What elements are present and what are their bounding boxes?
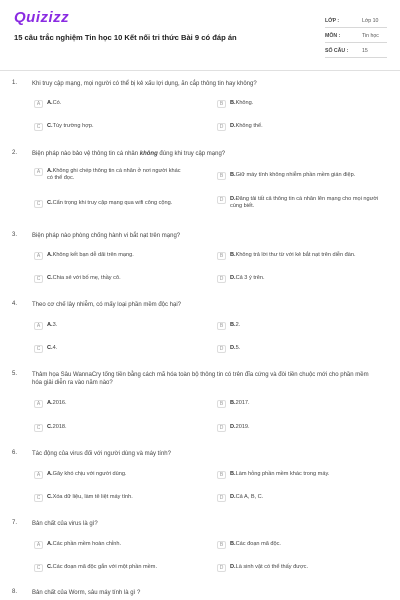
option-badge: B: [217, 252, 226, 260]
option-letter: A.: [47, 400, 53, 406]
option-letter: C.: [47, 564, 53, 570]
option-text: Không kết bạn dễ dãi trên mạng.: [52, 252, 134, 258]
option-badge: C: [34, 424, 43, 432]
option-badge: C: [34, 494, 43, 502]
option-b[interactable]: [217, 400, 370, 408]
emphasis-text: không: [139, 151, 158, 157]
option-badge: C: [34, 275, 43, 283]
option-badge: B: [217, 541, 226, 549]
option-c[interactable]: [34, 123, 187, 131]
option-badge: A: [34, 100, 43, 108]
document-title: 15 câu trắc nghiệm Tin học 10 Kết nối tri thức Bài 9 có đáp án: [14, 33, 237, 42]
question-text: Theo cơ chế lây nhiễm, có mấy loại phần mềm độc hại?: [32, 302, 182, 308]
option-badge: B: [217, 322, 226, 330]
option-c[interactable]: [34, 494, 187, 502]
option-badge: C: [34, 564, 43, 572]
option-badge: B: [217, 400, 226, 408]
option-text: 2017.: [235, 400, 250, 406]
option-badge: C: [34, 123, 43, 131]
option-a[interactable]: [34, 471, 187, 479]
option-letter: B.: [230, 471, 236, 477]
quizizz-logo: Quizizz: [14, 9, 70, 26]
option-badge: D: [217, 424, 226, 432]
option-text: Các đoạn mã độc.: [235, 541, 281, 547]
option-letter: C.: [47, 275, 53, 281]
option-text: Các đoạn mã độc gắn với một phần mềm.: [52, 564, 158, 570]
question-text: Khi truy cập mạng, mọi người có thể bị kẻ xấu lợi dụng, ăn cắp thông tin hay không?: [32, 81, 257, 87]
option-d[interactable]: [217, 424, 370, 432]
option-text: Cẩn trọng khi truy cập mạng qua wifi công cộng.: [52, 200, 173, 206]
option-a[interactable]: [34, 252, 187, 260]
option-c[interactable]: [34, 345, 187, 353]
option-b[interactable]: [217, 541, 370, 549]
option-text: Cả 3 ý trên.: [235, 275, 265, 281]
option-text: 2016.: [52, 400, 67, 406]
count-label: SỐ CÂU :: [325, 48, 349, 54]
option-text: Không.: [235, 100, 254, 106]
question-text: Tác động của virus đối với người dùng và máy tính?: [32, 451, 171, 457]
option-b[interactable]: [217, 471, 395, 479]
option-badge: C: [34, 345, 43, 353]
question-text: Bản chất của Worm, sâu máy tính là gì ?: [32, 590, 141, 596]
option-letter: D.: [230, 275, 236, 281]
option-badge: C: [34, 200, 43, 208]
option-badge: A: [34, 541, 43, 549]
option-letter: B.: [230, 541, 236, 547]
option-text: Tùy trường hợp.: [52, 123, 94, 129]
option-text: Các phần mềm hoàn chỉnh.: [52, 541, 122, 547]
option-badge: D: [217, 123, 226, 131]
option-c[interactable]: [34, 275, 187, 283]
option-badge: A: [34, 322, 43, 330]
meta-divider: [325, 27, 387, 28]
option-c[interactable]: [34, 424, 187, 432]
option-text: Là sinh vật có thể thấy được.: [235, 564, 308, 570]
option-letter: D.: [230, 494, 236, 500]
option-letter: D.: [230, 123, 236, 129]
option-text: Không ghi chép thông tin cá nhân ở nơi người khác có thể đọc.: [47, 168, 181, 181]
option-letter: D.: [230, 345, 236, 351]
option-text: Xóa dữ liệu, làm tê liệt máy tính.: [52, 494, 133, 500]
option-letter: B.: [230, 172, 236, 178]
question-number: 4.: [12, 301, 18, 307]
option-text: 3.: [52, 322, 58, 328]
option-letter: B.: [230, 252, 236, 258]
option-letter: A.: [47, 168, 53, 174]
option-text: Làm hỏng phần mềm khác trong máy.: [235, 471, 330, 477]
option-badge: D: [217, 345, 226, 353]
question-text: Thảm họa Sâu WannaCry tống tiền bằng cách mã hóa toàn bộ thông tin có trên đĩa cứng và đòi tiền chuộc mới cho phần mềm hóa giải diễn ra vào năm nào?: [32, 372, 369, 386]
option-b[interactable]: [217, 172, 395, 180]
option-letter: A.: [47, 471, 53, 477]
option-letter: A.: [47, 541, 53, 547]
option-text: 2018.: [52, 424, 67, 430]
question-number: 8.: [12, 589, 18, 595]
option-text: Cả A, B, C.: [235, 494, 264, 500]
option-a[interactable]: [34, 541, 187, 549]
subject-value: Tin học: [362, 33, 379, 39]
option-letter: C.: [47, 494, 53, 500]
question-number: 3.: [12, 232, 18, 238]
option-letter: C.: [47, 200, 53, 206]
option-badge: D: [217, 494, 226, 502]
meta-divider: [325, 57, 387, 58]
page-header: [0, 0, 400, 70]
option-badge: A: [34, 252, 43, 260]
option-text: 5.: [235, 345, 241, 351]
option-letter: C.: [47, 424, 53, 430]
option-b[interactable]: [217, 100, 370, 108]
option-letter: B.: [230, 100, 236, 106]
option-letter: D.: [230, 564, 236, 570]
class-label: LỚP :: [325, 18, 340, 24]
count-value: 15: [362, 48, 368, 54]
option-text: Có.: [52, 100, 62, 106]
option-letter: D.: [230, 196, 236, 202]
option-letter: A.: [47, 252, 53, 258]
option-text: Không trả lời thư từ với kẻ bắt nạt trên diễn đàn.: [235, 252, 356, 258]
question-number: 6.: [12, 450, 18, 456]
option-b[interactable]: [217, 252, 395, 260]
option-a[interactable]: [34, 100, 187, 108]
option-d[interactable]: [217, 196, 380, 210]
option-letter: A.: [47, 322, 53, 328]
option-badge: B: [217, 100, 226, 108]
option-text: Gây khó chịu với người dùng.: [52, 471, 127, 477]
option-badge: D: [217, 196, 226, 204]
question-number: 1.: [12, 80, 18, 86]
option-text: 2.: [235, 322, 241, 328]
option-d[interactable]: [217, 564, 395, 572]
class-value: Lớp 10: [362, 18, 379, 24]
option-letter: A.: [47, 100, 53, 106]
option-d[interactable]: [217, 275, 370, 283]
option-badge: A: [34, 471, 43, 479]
option-letter: C.: [47, 345, 53, 351]
option-d[interactable]: [217, 123, 370, 131]
question-number: 7.: [12, 520, 18, 526]
option-badge: A: [34, 400, 43, 408]
option-a[interactable]: [34, 400, 187, 408]
option-letter: B.: [230, 322, 236, 328]
option-letter: D.: [230, 424, 236, 430]
header-divider: [0, 70, 400, 71]
option-text: 4.: [52, 345, 58, 351]
option-c[interactable]: [34, 564, 217, 572]
subject-label: MÔN :: [325, 33, 341, 39]
option-d[interactable]: [217, 345, 370, 353]
question-number: 2.: [12, 150, 18, 156]
option-badge: D: [217, 564, 226, 572]
question-text: Biện pháp nào phòng chống hành vi bắt nạt trên mạng?: [32, 233, 181, 239]
option-badge: B: [217, 471, 226, 479]
option-letter: B.: [230, 400, 236, 406]
option-d[interactable]: [217, 494, 370, 502]
option-text: Đăng tải tất cả thông tin cá nhân lên mạng cho mọi người cùng biết.: [230, 196, 379, 209]
option-letter: C.: [47, 123, 53, 129]
option-b[interactable]: [217, 322, 370, 330]
option-text: 2019.: [235, 424, 250, 430]
option-a[interactable]: [34, 168, 187, 182]
option-c[interactable]: [34, 200, 217, 208]
option-a[interactable]: [34, 322, 187, 330]
option-text: Không thể.: [235, 123, 263, 129]
option-text: Chia sẻ với bố mẹ, thầy cô.: [52, 275, 121, 281]
question-text: Bản chất của virus là gì?: [32, 521, 98, 527]
option-badge: A: [34, 168, 43, 176]
option-badge: B: [217, 172, 226, 180]
option-text: Giữ máy tính không nhiễm phần mềm gián điệp.: [235, 172, 356, 178]
question-text: Biện pháp nào bảo vệ thông tin cá nhân không đúng khi truy cập mạng?: [32, 151, 226, 157]
option-badge: D: [217, 275, 226, 283]
question-number: 5.: [12, 371, 18, 377]
meta-divider: [325, 42, 387, 43]
